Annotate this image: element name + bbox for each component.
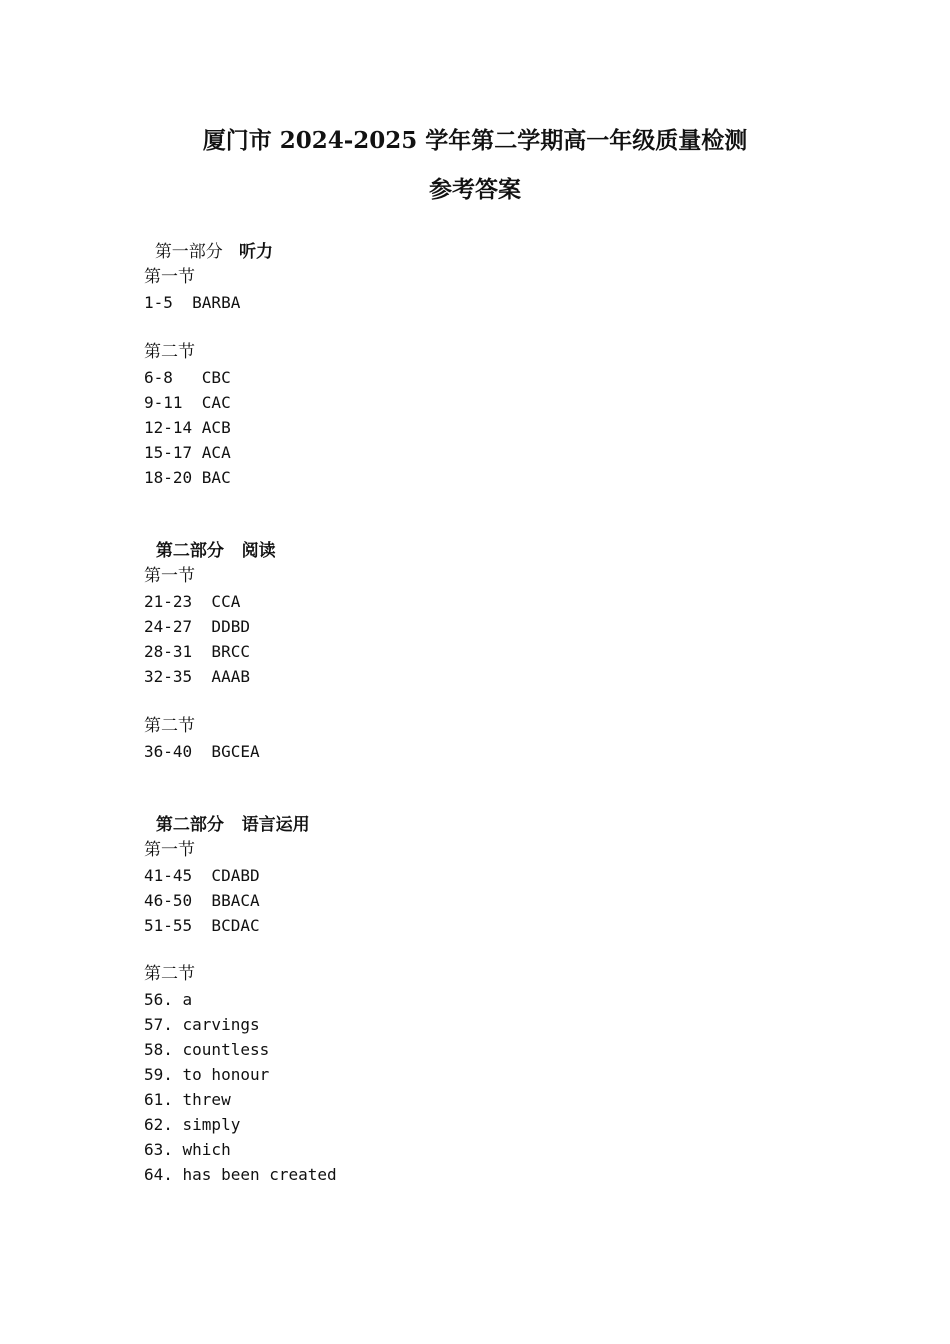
part-label: 第一部分 bbox=[154, 242, 223, 262]
answer-row: 61. threw bbox=[144, 1090, 231, 1109]
answer-row: 56. a bbox=[144, 990, 193, 1009]
section-label: 第二节 bbox=[144, 716, 195, 736]
part-name: 语言运用 bbox=[241, 815, 310, 835]
answer-row: 18-20 BAC bbox=[144, 468, 231, 487]
answer-row: 36-40 BGCEA bbox=[144, 742, 260, 761]
answer-row: 24-27 DDBD bbox=[144, 617, 250, 636]
part-heading-language-use bbox=[144, 788, 310, 835]
section-label: 第一节 bbox=[144, 566, 195, 586]
answer-row: 9-11 CAC bbox=[144, 393, 231, 412]
answer-row: 15-17 ACA bbox=[144, 443, 231, 462]
answer-row: 6-8 CBC bbox=[144, 368, 231, 387]
part-name: 阅读 bbox=[241, 541, 276, 561]
answer-row: 46-50 BBACA bbox=[144, 891, 260, 910]
part-name: 听力 bbox=[239, 242, 274, 262]
answer-row: 62. simply bbox=[144, 1115, 241, 1134]
part-label: 第二部分 bbox=[155, 541, 224, 561]
section-label: 第一节 bbox=[144, 840, 195, 860]
answer-row: 59. to honour bbox=[144, 1065, 270, 1084]
answer-row: 32-35 AAAB bbox=[144, 667, 250, 686]
answer-row: 1-5 BARBA bbox=[144, 293, 241, 312]
answer-row: 64. has been created bbox=[144, 1165, 337, 1184]
answer-row: 58. countless bbox=[144, 1040, 270, 1059]
section-label: 第一节 bbox=[144, 267, 195, 287]
section-label: 第二节 bbox=[144, 964, 195, 984]
part-heading-listening bbox=[144, 215, 274, 262]
document-subtitle: 参考答案 bbox=[429, 176, 521, 203]
section-label: 第二节 bbox=[144, 342, 195, 362]
answer-row: 51-55 BCDAC bbox=[144, 916, 260, 935]
part-heading-reading bbox=[144, 514, 276, 561]
answer-row: 28-31 BRCC bbox=[144, 642, 250, 661]
part-label: 第二部分 bbox=[155, 815, 224, 835]
answer-row: 57. carvings bbox=[144, 1015, 260, 1034]
document-title: 厦门市 2024-2025 学年第二学期高一年级质量检测 bbox=[202, 127, 748, 154]
answer-row: 41-45 CDABD bbox=[144, 866, 260, 885]
answer-row: 12-14 ACB bbox=[144, 418, 231, 437]
answer-row: 63. which bbox=[144, 1140, 231, 1159]
answer-row: 21-23 CCA bbox=[144, 592, 241, 611]
